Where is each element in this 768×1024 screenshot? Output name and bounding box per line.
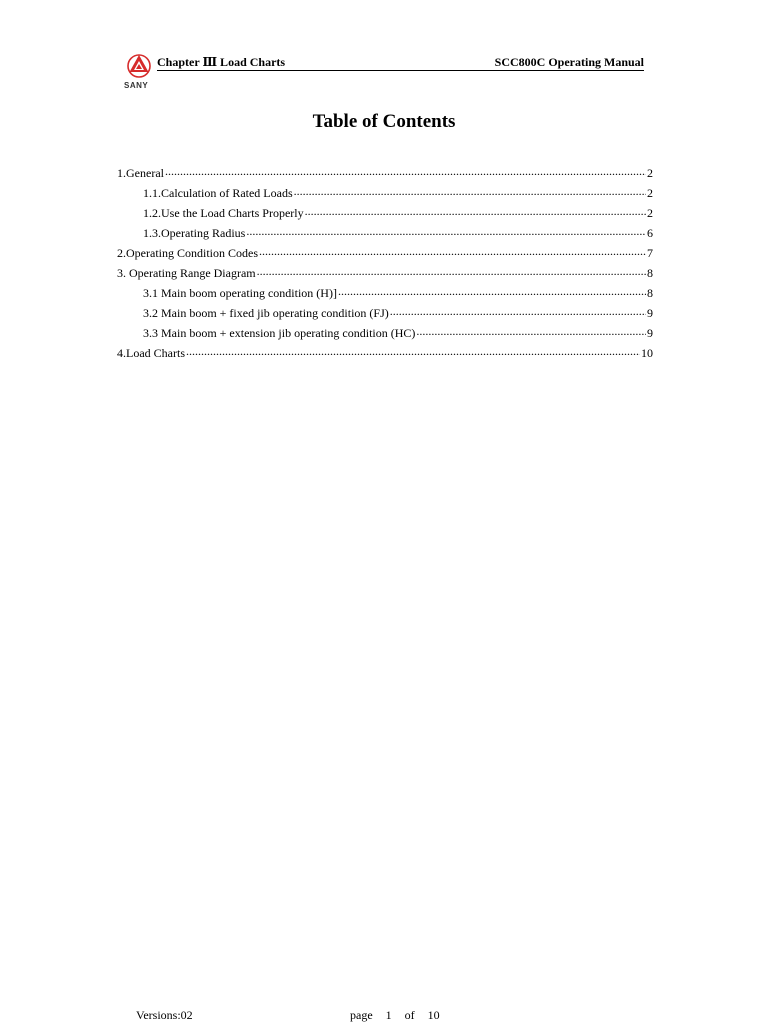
toc-leader bbox=[165, 165, 646, 177]
logo-brand-text: SANY bbox=[124, 81, 149, 90]
toc-entry-page: 8 bbox=[647, 286, 653, 300]
toc-entry[interactable] bbox=[117, 205, 653, 225]
toc-entry-label: 3. Operating Range Diagram bbox=[117, 266, 256, 280]
header-chapter: Chapter Ⅲ Load Charts bbox=[157, 55, 286, 69]
header-manual-title: SCC800C Operating Manual bbox=[494, 55, 644, 69]
toc-entry[interactable] bbox=[117, 285, 653, 305]
toc-entry-label: 3.1 Main boom operating condition (H)] bbox=[143, 286, 337, 300]
toc-leader bbox=[257, 265, 646, 277]
page-header bbox=[124, 50, 644, 92]
toc-entry-page: 9 bbox=[647, 306, 653, 320]
toc-entry-page: 10 bbox=[641, 346, 653, 360]
toc-leader bbox=[338, 285, 646, 297]
toc-entry-label: 1.General bbox=[117, 166, 164, 180]
header-divider bbox=[157, 70, 644, 71]
toc-leader bbox=[246, 225, 646, 237]
footer-version: Versions:02 bbox=[136, 1008, 193, 1022]
sany-triangle-icon bbox=[124, 52, 154, 80]
toc-entry-page: 9 bbox=[647, 326, 653, 340]
toc-entry[interactable] bbox=[117, 165, 653, 185]
toc-leader bbox=[294, 185, 646, 197]
toc-entry-label: 2.Operating Condition Codes bbox=[117, 246, 258, 260]
toc-entry-page: 6 bbox=[647, 226, 653, 240]
toc-leader bbox=[416, 325, 646, 337]
toc-leader bbox=[390, 305, 646, 317]
sany-logo bbox=[124, 52, 154, 92]
toc-entry[interactable] bbox=[117, 245, 653, 265]
toc-entry[interactable] bbox=[117, 305, 653, 325]
page-title: Table of Contents bbox=[312, 111, 456, 132]
toc-leader bbox=[259, 245, 646, 257]
toc-leader bbox=[305, 205, 646, 217]
footer-page-total: 10 bbox=[427, 1008, 440, 1022]
toc-entry[interactable] bbox=[117, 325, 653, 345]
toc-entry-page: 2 bbox=[647, 206, 653, 220]
table-of-contents bbox=[117, 165, 653, 365]
toc-entry-page: 2 bbox=[647, 186, 653, 200]
toc-entry[interactable] bbox=[117, 225, 653, 245]
toc-entry-label: 1.3.Operating Radius bbox=[143, 226, 246, 240]
footer-of-word: of bbox=[404, 1008, 415, 1022]
toc-entry-label: 4.Load Charts bbox=[117, 346, 185, 360]
footer-page-word: page bbox=[350, 1008, 373, 1022]
toc-entry[interactable] bbox=[117, 185, 653, 205]
footer-page-indicator bbox=[350, 1008, 440, 1023]
toc-leader bbox=[186, 345, 640, 357]
toc-entry-label: 3.3 Main boom + extension jib operating condition (HC) bbox=[143, 326, 416, 340]
footer-page-current: 1 bbox=[385, 1008, 392, 1022]
toc-entry-label: 1.2.Use the Load Charts Properly bbox=[143, 206, 304, 220]
toc-entry[interactable] bbox=[117, 345, 653, 365]
toc-entry-label: 1.1.Calculation of Rated Loads bbox=[143, 186, 293, 200]
toc-entry-page: 7 bbox=[647, 246, 653, 260]
toc-entry-label: 3.2 Main boom + fixed jib operating condition (FJ) bbox=[143, 306, 389, 320]
toc-entry[interactable] bbox=[117, 265, 653, 285]
toc-entry-page: 8 bbox=[647, 266, 653, 280]
toc-entry-page: 2 bbox=[647, 166, 653, 180]
